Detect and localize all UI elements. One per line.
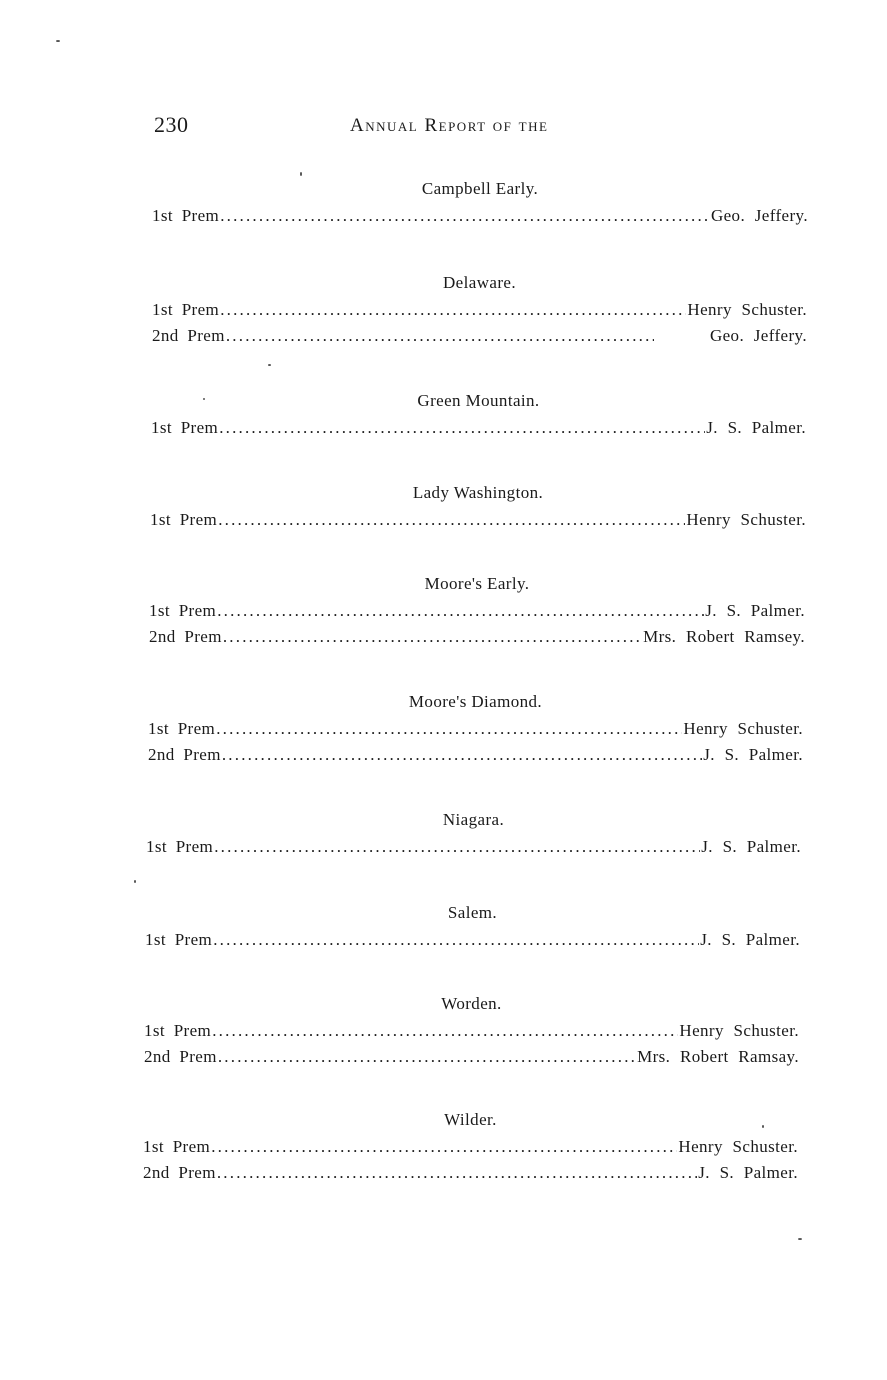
paper-speck (798, 1238, 802, 1240)
dot-leader (220, 203, 710, 229)
entry-row (148, 742, 803, 768)
entry-row (151, 415, 806, 441)
entry-row (152, 203, 808, 229)
winner-name: Henry Schuster. (679, 1021, 799, 1040)
section-wilder (143, 1107, 798, 1186)
section-title: Green Mountain. (417, 391, 540, 410)
winner-name: J. S. Palmer. (706, 418, 806, 437)
entry-row (152, 297, 807, 323)
dot-leader (213, 927, 699, 953)
section-title: Salem. (447, 903, 498, 922)
entry-row (146, 834, 801, 860)
prem-label: 1st Prem (143, 1137, 211, 1156)
dot-leader (211, 1134, 677, 1160)
winner-name: Henry Schuster. (683, 719, 803, 738)
paper-speck (268, 364, 271, 366)
dot-leader (219, 415, 705, 441)
dot-leader (222, 742, 702, 768)
winner-name: Mrs. Robert Ramsay. (637, 1047, 799, 1066)
prem-label: 1st Prem (151, 418, 219, 437)
dot-leader (218, 507, 685, 533)
section-moores-diamond (148, 689, 803, 768)
entry-row (150, 507, 806, 533)
prem-label: 2nd Prem (152, 326, 225, 345)
section-niagara (146, 807, 801, 860)
entry-row (152, 323, 807, 349)
section-moores-early (149, 571, 805, 650)
winner-name: Geo. Jeffery. (709, 326, 807, 345)
dot-leader (217, 1160, 697, 1186)
section-title: Lady Washington. (412, 483, 544, 502)
section-title: Worden. (441, 994, 502, 1013)
paper-speck (203, 398, 205, 400)
winner-name: Geo. Jeffery. (710, 206, 808, 225)
prem-label: 1st Prem (152, 300, 220, 319)
section-delaware (152, 270, 807, 349)
entry-row (144, 1018, 799, 1044)
section-salem (145, 900, 800, 953)
entry-row (149, 598, 805, 624)
winner-name: Henry Schuster. (686, 510, 806, 529)
prem-label: 1st Prem (145, 930, 213, 949)
dot-leader (226, 323, 654, 349)
dot-leader (212, 1018, 678, 1044)
winner-name: J. S. Palmer. (703, 745, 803, 764)
prem-label: 1st Prem (149, 601, 217, 620)
entry-row (145, 927, 800, 953)
paper-speck (56, 40, 60, 42)
entry-row (143, 1160, 798, 1186)
prem-label: 2nd Prem (144, 1047, 217, 1066)
prem-label: 2nd Prem (148, 745, 221, 764)
winner-name: Henry Schuster. (678, 1137, 798, 1156)
paper-speck (762, 1125, 764, 1128)
section-lady-washington (150, 480, 806, 533)
section-worden (144, 991, 799, 1070)
dot-leader (214, 834, 700, 860)
entry-row (144, 1044, 799, 1070)
running-head: Annual Report of the (350, 115, 549, 136)
section-title: Delaware. (443, 273, 516, 292)
winner-name: J. S. Palmer. (701, 837, 801, 856)
winner-name: J. S. Palmer. (698, 1163, 798, 1182)
dot-leader (220, 297, 686, 323)
winner-name: J. S. Palmer. (700, 930, 800, 949)
prem-label: 1st Prem (150, 510, 218, 529)
dot-leader (223, 624, 642, 650)
prem-label: 1st Prem (152, 206, 220, 225)
entry-row (143, 1134, 798, 1160)
winner-name: Henry Schuster. (687, 300, 807, 319)
section-green-mountain (151, 388, 806, 441)
entry-row (148, 716, 803, 742)
winner-name: Mrs. Robert Ramsey. (643, 627, 805, 646)
prem-label: 2nd Prem (149, 627, 222, 646)
dot-leader (218, 1044, 636, 1070)
prem-label: 1st Prem (146, 837, 214, 856)
section-campbell-early (152, 176, 808, 229)
section-title: Niagara. (442, 810, 505, 829)
section-title: Moore's Diamond. (408, 692, 543, 711)
section-title: Wilder. (444, 1110, 497, 1129)
prem-label: 1st Prem (144, 1021, 212, 1040)
paper-speck (134, 880, 136, 883)
page-number: 230 (154, 112, 189, 137)
entry-row (149, 624, 805, 650)
winner-name: J. S. Palmer. (705, 601, 805, 620)
section-title: Moore's Early. (424, 574, 530, 593)
section-title: Campbell Early. (421, 179, 539, 198)
dot-leader (217, 598, 704, 624)
prem-label: 1st Prem (148, 719, 216, 738)
dot-leader (216, 716, 682, 742)
prem-label: 2nd Prem (143, 1163, 216, 1182)
paper-speck (300, 172, 302, 176)
